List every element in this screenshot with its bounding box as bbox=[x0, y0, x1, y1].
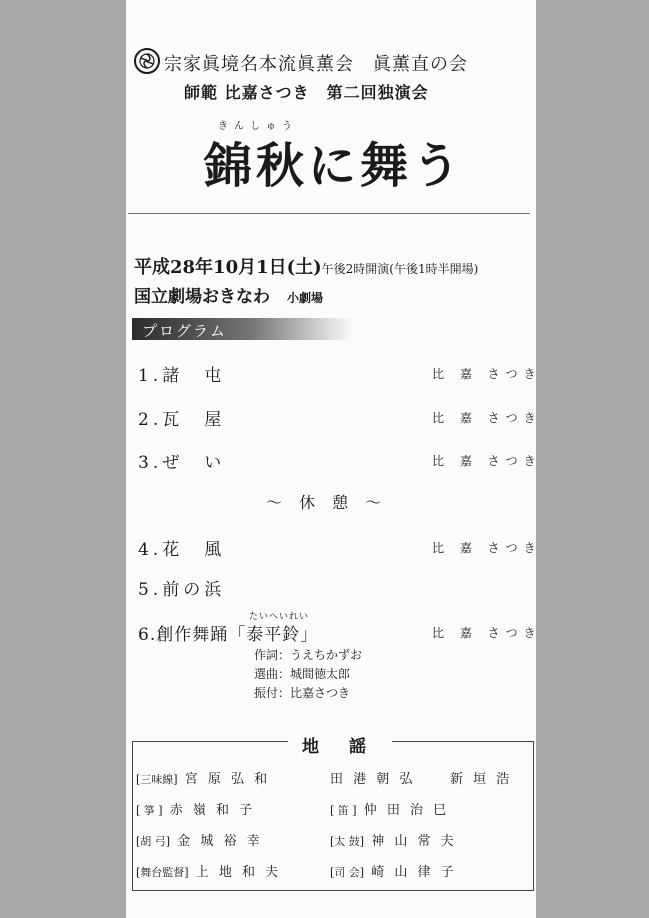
credit-choreography: 振付：比嘉さつき bbox=[254, 686, 351, 700]
program-item-title: 2.瓦 屋 bbox=[138, 410, 226, 430]
jiutai-member bbox=[330, 799, 449, 818]
program-item-title: 5.前の浜 bbox=[138, 580, 226, 600]
jiutai-role: [胡 弓] bbox=[136, 835, 171, 848]
jiutai-role: [太 鼓] bbox=[330, 835, 365, 848]
jiutai-names: 上 地 和 夫 bbox=[195, 865, 282, 880]
credit-music: 選曲：城間徳太郎 bbox=[254, 667, 351, 681]
program-sheet bbox=[126, 0, 542, 918]
credit-lyrics: 作詞：うえちかずお bbox=[254, 648, 363, 662]
jiutai-names: 仲 田 治 巳 bbox=[363, 803, 450, 818]
jiutai-names: 赤 嶺 和 子 bbox=[169, 803, 256, 818]
jiutai-member bbox=[136, 830, 263, 849]
divider bbox=[128, 213, 530, 214]
jiutai-member bbox=[136, 799, 255, 818]
program-item-performer: 比 嘉 さつき bbox=[432, 367, 542, 381]
event-venue bbox=[134, 282, 323, 307]
jiutai-role: [ 笛 ] bbox=[330, 804, 357, 817]
jiutai-role: [ 箏 ] bbox=[136, 804, 163, 817]
program-item-performer: 比 嘉 さつき bbox=[432, 454, 542, 468]
jiutai-member bbox=[136, 861, 281, 880]
jiutai-member bbox=[330, 861, 457, 880]
title-ruby: きんしゅう bbox=[218, 121, 298, 132]
jiutai-names: 崎 山 律 子 bbox=[371, 865, 457, 880]
jiutai-names: 金 城 裕 幸 bbox=[177, 834, 263, 849]
program-heading-bar bbox=[132, 318, 352, 340]
venue-name: 国立劇場おきなわ bbox=[134, 287, 270, 307]
organizer-line: 宗家眞境名本流眞薫会 眞薫直の会 bbox=[164, 54, 468, 75]
program-item-performer: 比 嘉 さつき bbox=[432, 541, 542, 555]
jiutai-heading: 地 謡 bbox=[288, 732, 392, 757]
event-time: 午後2時開演 bbox=[321, 262, 390, 276]
jiutai-role: [舞台監督] bbox=[136, 866, 189, 879]
program-item-performer: 比 嘉 さつき bbox=[432, 411, 542, 425]
jiutai-member bbox=[136, 768, 270, 787]
jiutai-names: 田 港 朝 弘 bbox=[330, 772, 416, 787]
jiutai-member bbox=[330, 768, 415, 787]
event-title: 錦秋に舞う bbox=[204, 138, 465, 194]
program-item-title: 4.花 風 bbox=[138, 540, 226, 560]
recital-line: 師範 比嘉さつき 第二回独演会 bbox=[184, 83, 429, 102]
family-crest-icon bbox=[134, 48, 160, 74]
program-item-title: 6.創作舞踊「泰平鈴」 bbox=[138, 625, 319, 645]
program-item-title: 3.ぜ い bbox=[138, 453, 226, 473]
venue-hall: 小劇場 bbox=[287, 291, 324, 305]
jiutai-names: 神 山 常 夫 bbox=[371, 834, 457, 849]
event-doors: (午後1時半開場) bbox=[389, 262, 479, 276]
program-item-title: 1.諸 屯 bbox=[138, 366, 226, 386]
jiutai-role: [司 会] bbox=[330, 866, 365, 879]
jiutai-role: [三味線] bbox=[136, 773, 178, 786]
intermission-label: 〜 休 憩 〜 bbox=[266, 493, 388, 512]
jiutai-member bbox=[330, 830, 457, 849]
program-heading: プログラム bbox=[142, 322, 227, 340]
program-item-performer: 比 嘉 さつき bbox=[432, 626, 542, 640]
item6-ruby: たいへいれい bbox=[249, 612, 310, 622]
jiutai-names: 宮 原 弘 和 bbox=[184, 772, 271, 787]
event-datetime bbox=[134, 253, 478, 279]
jiutai-member bbox=[450, 768, 512, 787]
event-date: 平成28年10月1日(土) bbox=[134, 257, 322, 278]
jiutai-names: 新 垣 浩 bbox=[450, 772, 513, 787]
